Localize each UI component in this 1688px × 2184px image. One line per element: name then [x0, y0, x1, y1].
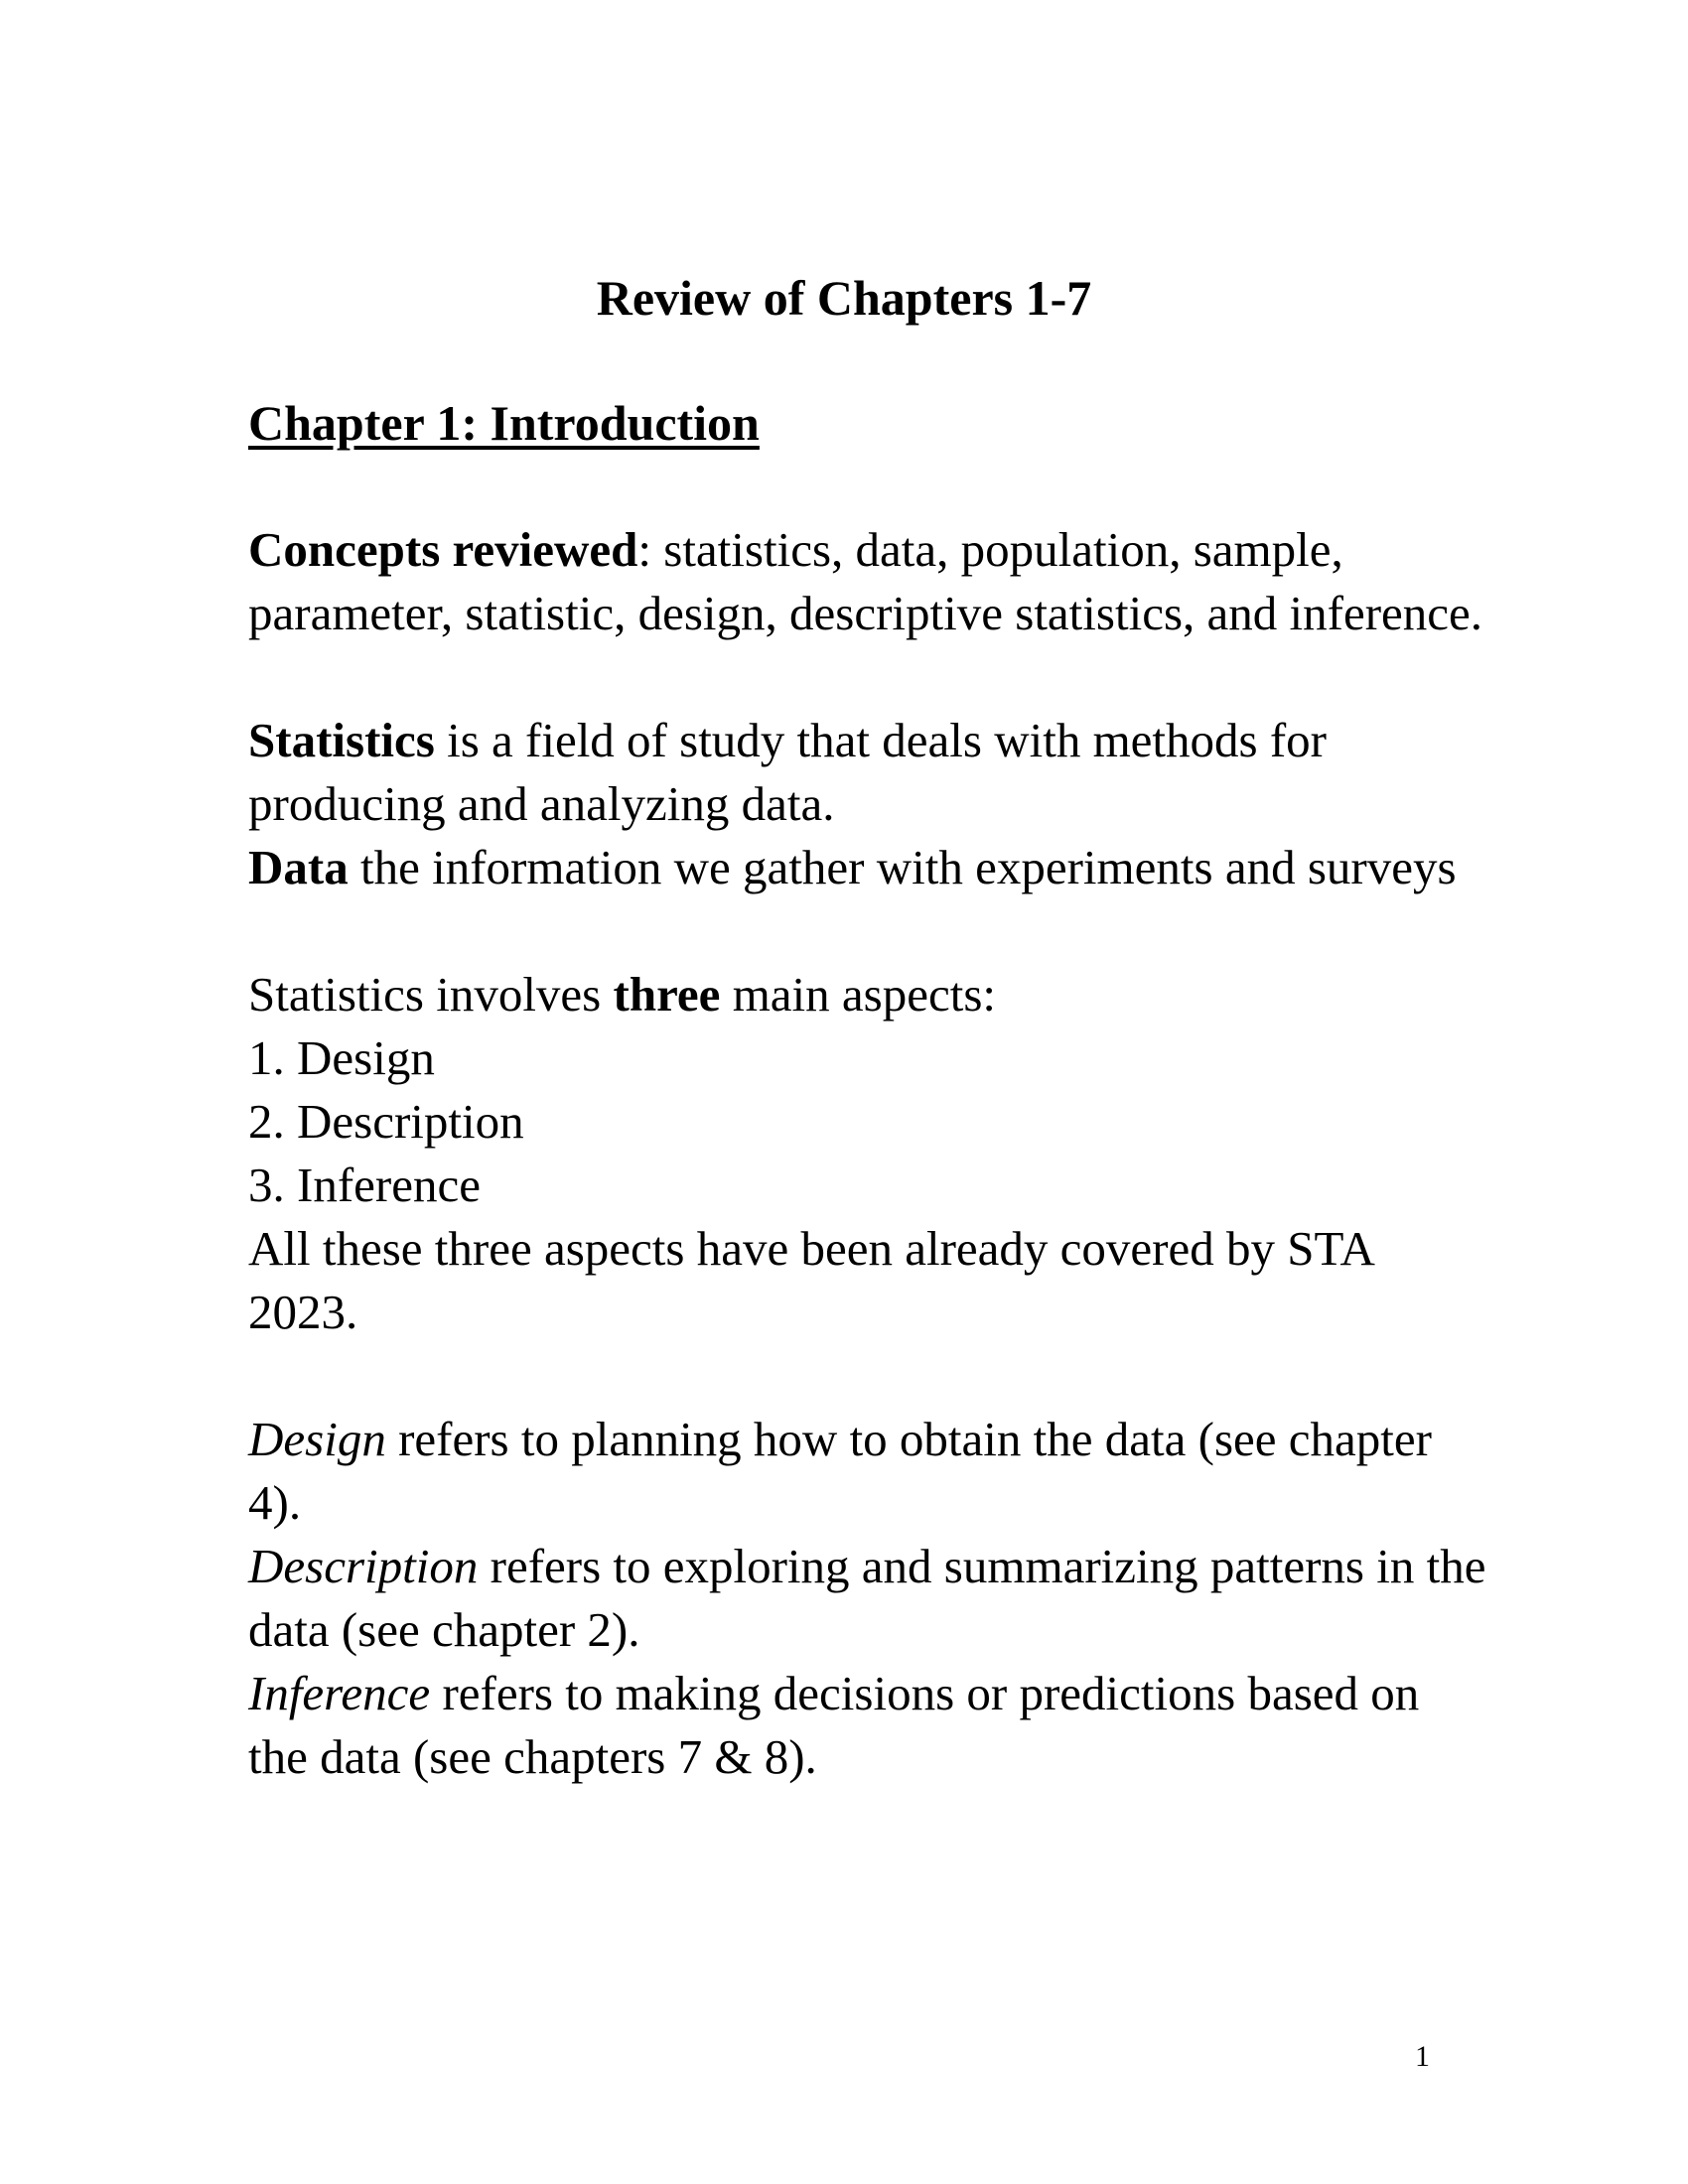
design-text: refers to planning how to obtain the data (see chapter 4). [248, 1412, 1432, 1530]
data-text: the information we gather with experiments and surveys [348, 840, 1457, 894]
aspects-intro-before: Statistics involves [248, 967, 614, 1022]
spacer [248, 645, 1489, 709]
description-term: Description [248, 1539, 479, 1593]
page-content [248, 391, 1489, 1789]
aspect-list-item: 2. Description [248, 1094, 524, 1149]
aspect-list-item: 3. Inference [248, 1158, 481, 1212]
aspects-intro-after: main aspects: [720, 967, 997, 1022]
chapter-heading: Chapter 1: Introduction [248, 395, 760, 451]
design-definition [248, 1408, 1489, 1535]
aspects-closing: All these three aspects have been already covered by STA 2023. [248, 1221, 1373, 1339]
concepts-label: Concepts reviewed [248, 522, 638, 577]
statistics-term: Statistics [248, 713, 435, 767]
inference-term: Inference [248, 1666, 431, 1720]
design-term: Design [248, 1412, 386, 1466]
inference-text: refers to making decisions or predictions based on the data (see chapters 7 & 8). [248, 1666, 1420, 1784]
statistics-definition [248, 709, 1489, 836]
statistics-text: is a field of study that deals with methods for producing and analyzing data. [248, 713, 1328, 831]
spacer [248, 899, 1489, 963]
data-definition [248, 836, 1489, 899]
data-term: Data [248, 840, 349, 894]
inference-definition [248, 1662, 1489, 1789]
description-definition [248, 1535, 1489, 1662]
concepts-paragraph [248, 518, 1489, 645]
aspects-intro [248, 963, 1489, 1026]
description-text: refers to exploring and summarizing patterns in the data (see chapter 2). [248, 1539, 1486, 1657]
aspects-intro-bold: three [613, 967, 721, 1022]
spacer [248, 455, 1489, 518]
page-number: 1 [1415, 2040, 1430, 2073]
spacer [248, 1344, 1489, 1408]
page-title: Review of Chapters 1-7 [596, 270, 1092, 326]
aspect-list-item: 1. Design [248, 1030, 435, 1085]
concepts-text: : statistics, data, population, sample, parameter, statistic, design, descriptive statistics, and inference. [248, 522, 1483, 640]
